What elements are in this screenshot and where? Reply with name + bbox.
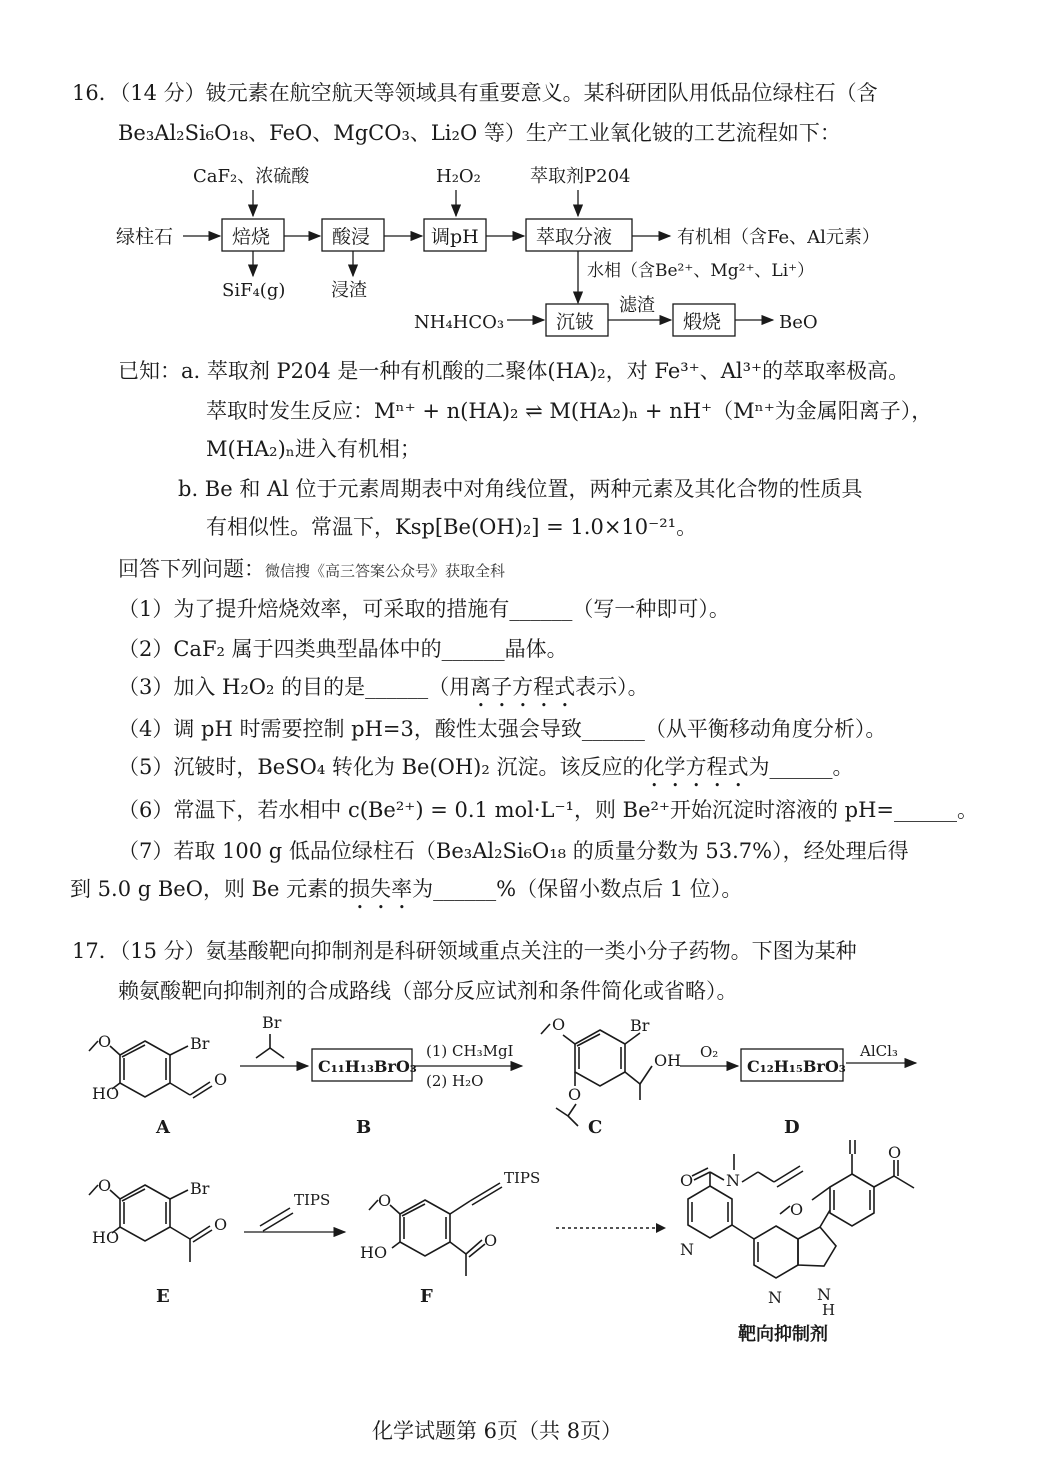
out-sif4: SiF₄(g) <box>222 280 286 301</box>
svg-text:N: N <box>817 1285 831 1304</box>
svg-text:C₁₂H₁₅BrO₃: C₁₂H₁₅BrO₃ <box>747 1057 846 1076</box>
q16-sub5: （5）沉铍时，BeSO₄ 转化为 Be(OH)₂ 沉淀。该反应的化学方程式为______。 <box>118 755 854 779</box>
known-a2: 萃取时发生反应：Mⁿ⁺ + n(HA)₂ ⇌ M(HA₂)ₙ + nH⁺（Mⁿ⁺为金属阳离子）， <box>206 399 933 423</box>
svg-text:O: O <box>888 1143 902 1162</box>
svg-text:HO: HO <box>92 1228 120 1247</box>
reagent-caf2: CaF₂、浓硫酸 <box>193 166 310 187</box>
q16-sub3: （3）加入 H₂O₂ 的目的是______（用离子方程式表示）。 <box>118 675 649 699</box>
svg-text:Br: Br <box>190 1179 210 1198</box>
svg-text:(2) H₂O: (2) H₂O <box>426 1072 484 1090</box>
svg-text:H: H <box>822 1301 836 1319</box>
svg-text:O: O <box>484 1231 498 1250</box>
page-footer: 化学试题第 6页（共 8页） <box>372 1419 623 1443</box>
svg-text:Br: Br <box>190 1034 210 1053</box>
q16-title: 16．（14 分）铍元素在航空航天等领域具有重要意义。某科研团队用低品位绿柱石（含 <box>72 81 878 105</box>
svg-text:O: O <box>214 1215 228 1234</box>
label-B: B <box>356 1117 372 1138</box>
q16-sub7b: 到 5.0 g BeO，则 Be 元素的损失率为______%（保留小数点后 1 位）。 <box>70 877 743 901</box>
molecule-E <box>89 1176 227 1262</box>
q16-line2: Be₃Al₂Si₆O₁₈、FeO、MgCO₃、Li₂O 等）生产工业氧化铍的工艺流程如下： <box>118 121 841 145</box>
answer-intro: 回答下列问题：微信搜《高三答案公众号》获取全科 <box>118 557 506 581</box>
svg-text:(1) CH₃MgI: (1) CH₃MgI <box>426 1042 514 1060</box>
label-A: A <box>156 1117 170 1138</box>
box-calcine-label: 煅烧 <box>683 311 722 333</box>
known-a3: M(HA₂)ₙ进入有机相； <box>206 437 421 461</box>
known-a1: 已知：a. 萃取剂 P204 是一种有机酸的二聚体(HA)₂，对 Fe³⁺、Al³⁺的萃取率极高。 <box>118 359 910 383</box>
box-acid-leach-label: 酸浸 <box>332 226 371 248</box>
svg-text:O: O <box>790 1200 804 1219</box>
molecule-C <box>541 1015 681 1126</box>
known-b2: 有相似性。常温下，Ksp[Be(OH)₂] = 1.0×10⁻²¹。 <box>206 515 698 539</box>
q16-sub4: （4）调 pH 时需要控制 pH=3，酸性太强会导致______（从平衡移动角度分析）。 <box>118 717 887 741</box>
q17-line2: 赖氨酸靶向抑制剂的合成路线（部分反应试剂和条件简化或省略）。 <box>118 979 738 1003</box>
svg-text:C₁₁H₁₃BrO₃: C₁₁H₁₃BrO₃ <box>318 1057 417 1076</box>
label-D: D <box>784 1117 800 1138</box>
box-adjust-ph-label: 调pH <box>431 226 479 248</box>
svg-text:O: O <box>98 1032 112 1051</box>
synthesis-scheme <box>89 1013 916 1345</box>
q16-sub7a: （7）若取 100 g 低品位绿柱石（Be₃Al₂Si₆O₁₈ 的质量分数为 53.7%），经处理后得 <box>118 839 909 863</box>
watermark: 微信搜《高三答案公众号》获取全科 <box>265 562 506 580</box>
label-target: 靶向抑制剂 <box>738 1324 828 1345</box>
known-b1: b. Be 和 Al 位于元素周期表中对角线位置，两种元素及其化合物的性质具 <box>178 477 863 501</box>
label-F: F <box>420 1286 433 1307</box>
svg-text:O: O <box>214 1070 228 1089</box>
svg-text:N: N <box>726 1171 740 1190</box>
organic-phase: 有机相（含Fe、Al元素） <box>677 227 880 248</box>
svg-text:N: N <box>768 1288 782 1307</box>
svg-text:Br: Br <box>262 1013 282 1032</box>
svg-text:O: O <box>552 1015 566 1034</box>
svg-text:TIPS: TIPS <box>504 1169 541 1187</box>
box-extraction-label: 萃取分液 <box>536 226 613 248</box>
q16-sub1: （1）为了提升焙烧效率，可采取的措施有______（写一种即可）。 <box>118 597 730 621</box>
svg-text:O₂: O₂ <box>700 1043 719 1061</box>
svg-text:O: O <box>680 1171 694 1190</box>
q16-sub6: （6）常温下，若水相中 c(Be²⁺) = 0.1 mol·L⁻¹，则 Be²⁺开始沉淀时溶液的 pH=______。 <box>118 798 979 822</box>
box-roast-label: 焙烧 <box>232 226 271 248</box>
svg-text:Br: Br <box>630 1016 650 1035</box>
box-precipitate-label: 沉铍 <box>556 311 595 333</box>
q16-sub2: （2）CaF₂ 属于四类典型晶体中的______晶体。 <box>118 637 568 661</box>
molecule-target <box>680 1140 914 1319</box>
molecule-A <box>89 1032 227 1103</box>
svg-text:AlCl₃: AlCl₃ <box>860 1042 898 1060</box>
svg-text:N: N <box>680 1240 694 1259</box>
reagent-h2o2: H₂O₂ <box>436 166 481 187</box>
svg-text:HO: HO <box>92 1084 120 1103</box>
q17-title: 17．（15 分）氨基酸靶向抑制剂是科研领域重点关注的一类小分子药物。下图为某种 <box>72 939 857 963</box>
svg-text:O: O <box>378 1191 392 1210</box>
label-C: C <box>588 1117 603 1138</box>
process-flow-diagram <box>116 166 880 336</box>
aqueous-phase: 水相（含Be²⁺、Mg²⁺、Li⁺） <box>587 261 815 281</box>
svg-text:O: O <box>568 1085 582 1104</box>
start-beryl: 绿柱石 <box>116 226 174 248</box>
svg-text:OH: OH <box>654 1051 682 1070</box>
reagent-nh4hco3: NH₄HCO₃ <box>414 312 505 333</box>
out-residue: 浸渣 <box>331 280 367 301</box>
reagent-p204: 萃取剂P204 <box>530 166 631 187</box>
label-E: E <box>156 1286 170 1307</box>
molecule-F <box>360 1169 540 1276</box>
product-beo: BeO <box>779 312 818 333</box>
svg-text:O: O <box>98 1176 112 1195</box>
svg-text:HO: HO <box>360 1243 388 1262</box>
svg-text:TIPS: TIPS <box>294 1191 331 1209</box>
filter-residue: 滤渣 <box>619 295 655 316</box>
